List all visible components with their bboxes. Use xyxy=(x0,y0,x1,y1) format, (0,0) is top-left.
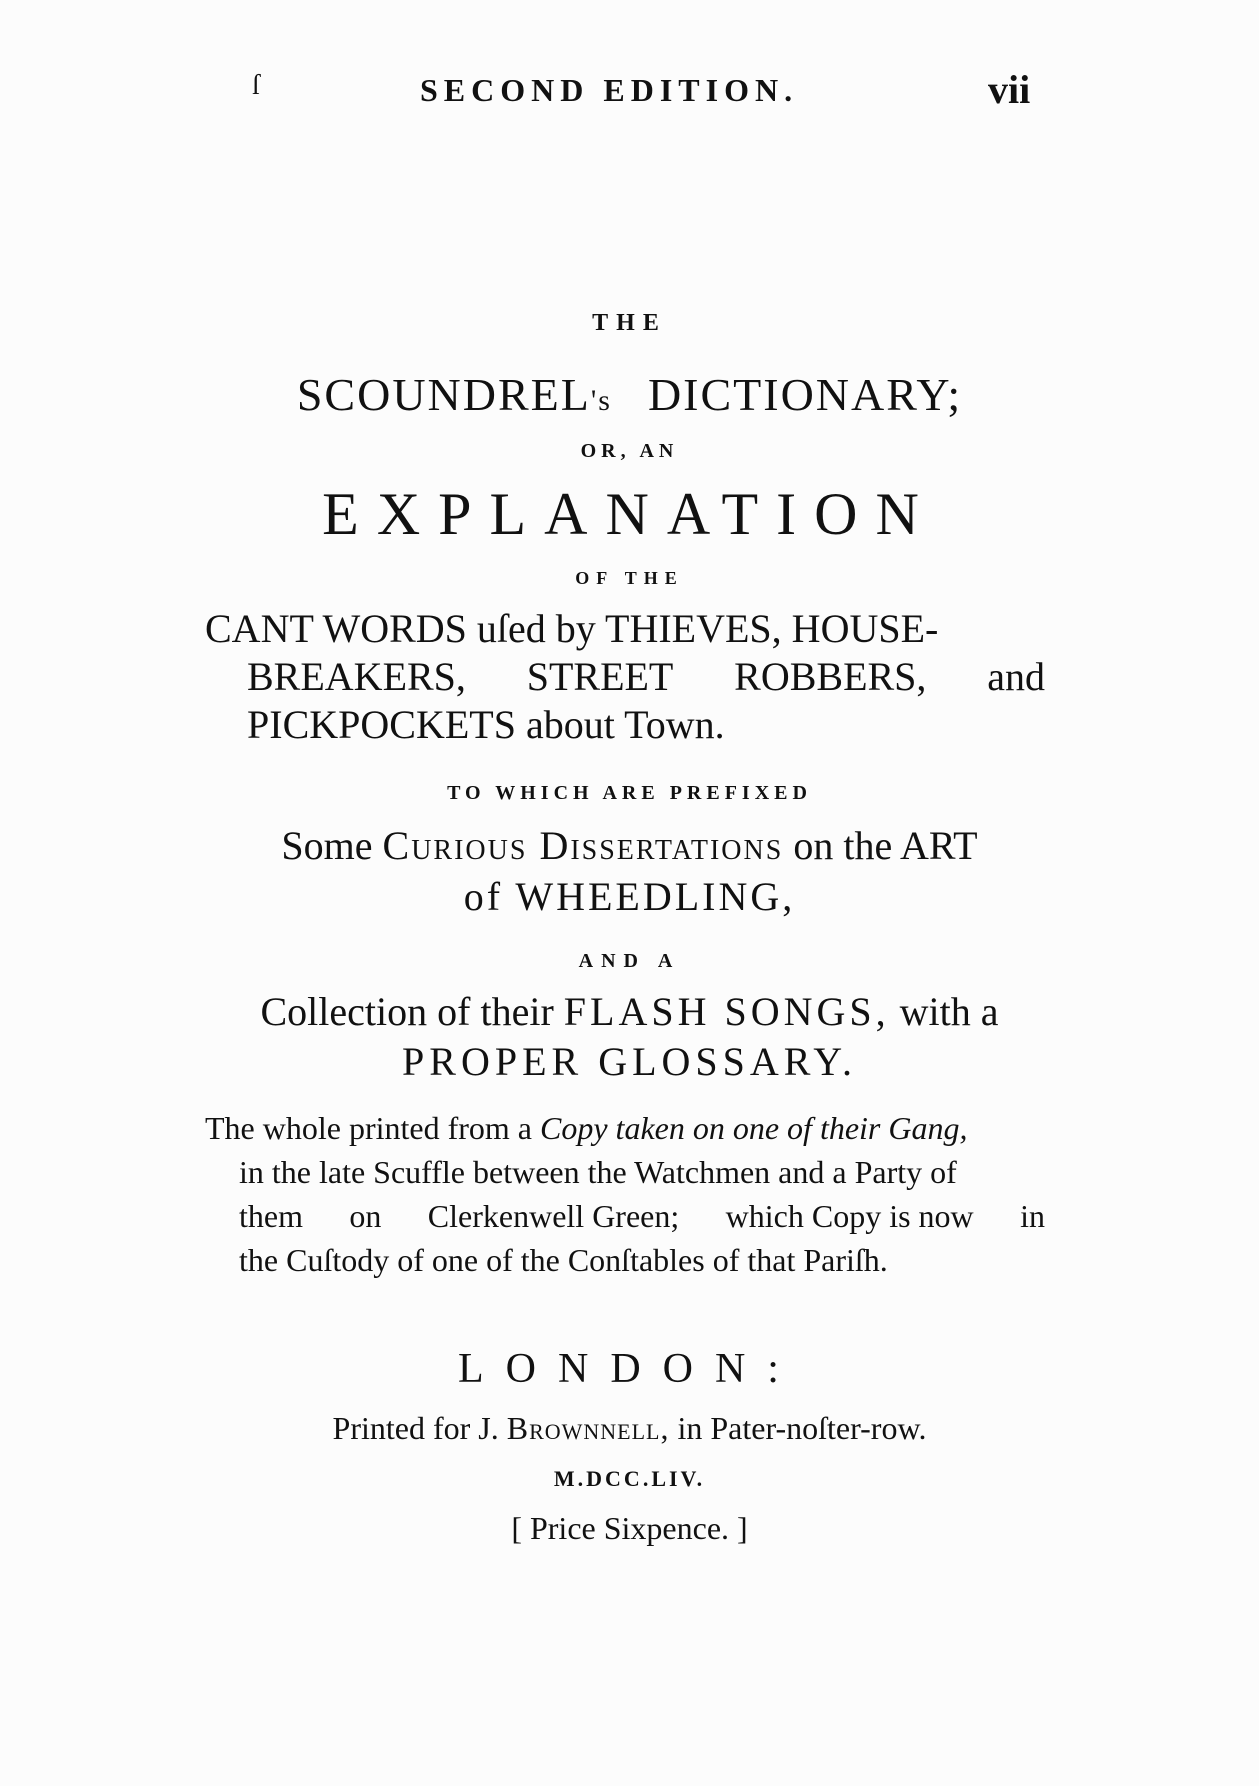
price-note: [ Price Sixpence. ] xyxy=(511,1510,748,1546)
flash-songs: FLASH SONGS, xyxy=(563,989,890,1034)
cant-line-2-breakers: BREAKERS, xyxy=(247,654,466,699)
main-title-possessive: 's xyxy=(590,384,612,417)
imprint-date: M.DCC.LIV. xyxy=(553,1466,706,1491)
provenance-line-1 xyxy=(205,1106,1045,1150)
collection-of-their: Collection of their xyxy=(260,989,554,1034)
cant-line-2 xyxy=(205,653,1045,701)
provenance-paragraph xyxy=(205,1106,1045,1282)
or-an-connector: OR, AN xyxy=(580,440,679,462)
on-the-art: on the ART xyxy=(793,823,978,868)
page-mark: ſ xyxy=(252,70,260,101)
provenance-line-4: the Cuſtody of one of the Conſtables of that Pariſh. xyxy=(239,1242,888,1278)
imprint-printer xyxy=(0,1410,1259,1447)
provenance-line-3-b: on xyxy=(349,1198,382,1234)
title-article: THE xyxy=(592,310,667,336)
edition-heading: SECOND EDITION. xyxy=(420,72,799,108)
main-title-dictionary: DICTIONARY; xyxy=(647,369,963,420)
main-title xyxy=(0,368,1259,421)
running-head xyxy=(0,67,1259,112)
printer-address: in Pater-noſter-row. xyxy=(677,1410,927,1446)
glossary-line: PROPER GLOSSARY. xyxy=(402,1039,857,1084)
printer-name: Brownnell, xyxy=(506,1410,670,1446)
provenance-line-3-c: Clerkenwell Green; xyxy=(427,1198,680,1234)
of-the-connector: OF THE xyxy=(575,568,684,588)
with-a: with a xyxy=(899,989,999,1034)
collection-line xyxy=(0,988,1259,1035)
printed-for: Printed for J. xyxy=(332,1410,499,1446)
provenance-line-2: in the late Scuffle between the Watchmen and a Party of xyxy=(239,1154,957,1190)
cant-line-2-street: STREET xyxy=(526,654,674,699)
cant-words-paragraph xyxy=(205,605,1045,749)
page-number: vii xyxy=(988,67,1031,112)
imprint-city: LONDON: xyxy=(458,1346,801,1392)
dissertations-line xyxy=(0,822,1259,869)
provenance-line-1-roman: The whole printed from a xyxy=(205,1110,532,1146)
cant-line-1: CANT WORDS uſed by THIEVES, HOUSE- xyxy=(205,606,939,651)
provenance-line-3-e: in xyxy=(1020,1198,1045,1234)
provenance-line-3 xyxy=(205,1194,1045,1238)
cant-line-3: PICKPOCKETS about Town. xyxy=(247,702,725,747)
explanation-heading: EXPLANATION xyxy=(322,481,937,547)
some-word: Some xyxy=(281,823,373,868)
wheedling-line: of WHEEDLING, xyxy=(463,874,796,919)
and-a-connector: AND A xyxy=(578,950,681,972)
main-title-word: SCOUNDREL xyxy=(296,369,591,420)
cant-line-2-robbers: ROBBERS, xyxy=(734,654,927,699)
provenance-line-3-d: which Copy is now xyxy=(725,1198,974,1234)
cant-line-2-and: and xyxy=(987,654,1045,699)
provenance-line-1-italic: Copy taken on one of their Gang, xyxy=(540,1110,968,1146)
provenance-line-3-a: them xyxy=(239,1198,303,1234)
prefixed-connector: TO WHICH ARE PREFIXED xyxy=(447,782,812,804)
curious-dissertations: Curious Dissertations xyxy=(382,823,784,868)
